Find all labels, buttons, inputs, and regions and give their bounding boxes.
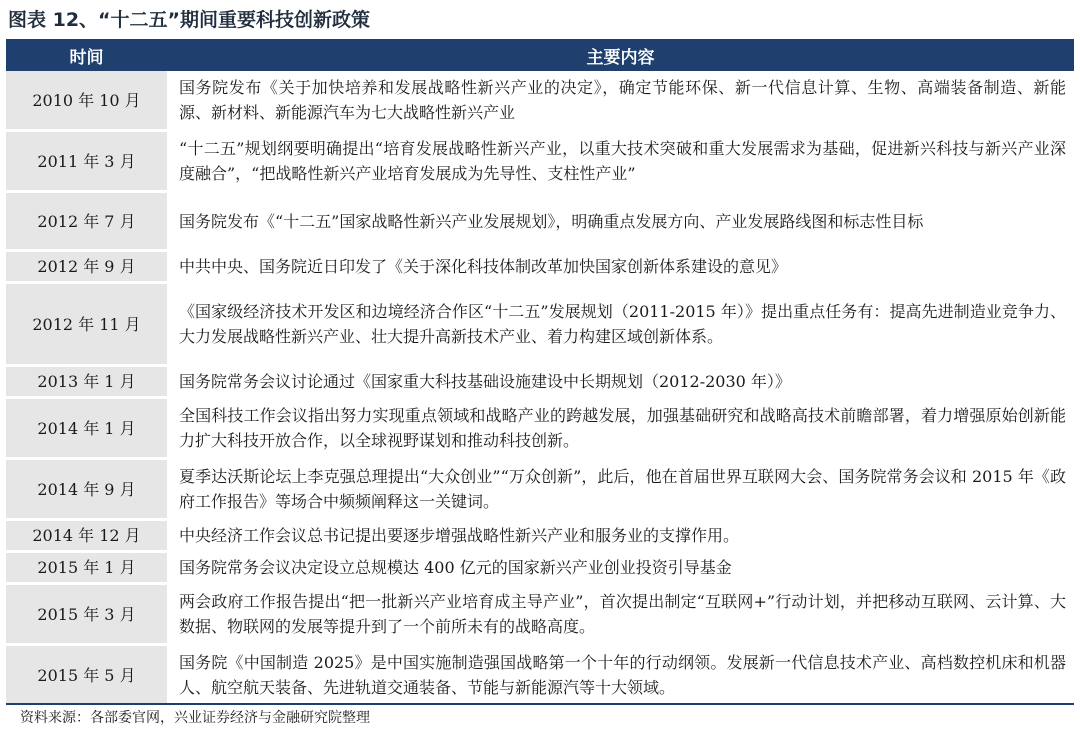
row-content: 全国科技工作会议指出努力实现重点领域和战略产业的跨越发展，加强基础研究和战略高技术前瞻部署，着力增强原始创新能力扩大科技开放合作，以全球视野谋划和推动科技创新。 <box>167 398 1074 459</box>
table-row <box>6 251 1074 283</box>
table-row <box>6 459 1074 520</box>
table-row <box>6 584 1074 645</box>
table-row <box>6 71 1074 131</box>
table-row <box>6 283 1074 366</box>
row-content: 国务院发布《“十二五”国家战略性新兴产业发展规划》，明确重点发展方向、产业发展路线图和标志性目标 <box>167 192 1074 251</box>
row-date: 2012 年 11 月 <box>6 283 167 366</box>
row-date: 2015 年 5 月 <box>6 645 167 706</box>
header-content: 主要内容 <box>167 39 1074 71</box>
row-date: 2015 年 3 月 <box>6 584 167 645</box>
figure-title: 图表 12、“十二五”期间重要科技创新政策 <box>8 9 371 31</box>
row-date: 2014 年 9 月 <box>6 459 167 520</box>
table-row <box>6 520 1074 552</box>
table-header <box>6 39 1074 71</box>
table-row <box>6 552 1074 584</box>
row-content: 中共中央、国务院近日印发了《关于深化科技体制改革加快国家创新体系建设的意见》 <box>167 251 1074 283</box>
policy-table <box>6 39 1074 707</box>
row-date: 2012 年 9 月 <box>6 251 167 283</box>
table-row <box>6 192 1074 251</box>
header-date: 时间 <box>6 39 167 71</box>
table-row <box>6 366 1074 398</box>
row-content: 国务院常务会议讨论通过《国家重大科技基础设施建设中长期规划（2012-2030 年）》 <box>167 366 1074 398</box>
row-date: 2011 年 3 月 <box>6 131 167 192</box>
header-row <box>6 39 1074 71</box>
table-row <box>6 645 1074 706</box>
row-date: 2010 年 10 月 <box>6 71 167 131</box>
row-date: 2014 年 12 月 <box>6 520 167 552</box>
bottom-divider <box>6 703 1074 705</box>
row-content: 《国家级经济技术开发区和边境经济合作区“十二五”发展规划（2011-2015 年）》提出重点任务有：提高先进制造业竞争力、大力发展战略性新兴产业、壮大提升高新技术产业、着力构建区域创新体系。 <box>167 283 1074 366</box>
table-body <box>6 71 1074 706</box>
row-content: 两会政府工作报告提出“把一批新兴产业培育成主导产业”，首次提出制定“互联网+”行动计划，并把移动互联网、云计算、大数据、物联网的发展等提升到了一个前所未有的战略高度。 <box>167 584 1074 645</box>
row-content: 国务院《中国制造 2025》是中国实施制造强国战略第一个十年的行动纲领。发展新一代信息技术产业、高档数控机床和机器人、航空航天装备、先进轨道交通装备、节能与新能源汽等十大领域。 <box>167 645 1074 706</box>
row-date: 2013 年 1 月 <box>6 366 167 398</box>
row-date: 2015 年 1 月 <box>6 552 167 584</box>
row-date: 2012 年 7 月 <box>6 192 167 251</box>
table-row <box>6 398 1074 459</box>
row-content: 国务院发布《关于加快培养和发展战略性新兴产业的决定》，确定节能环保、新一代信息计算、生物、高端装备制造、新能源、新材料、新能源汽车为七大战略性新兴产业 <box>167 71 1074 131</box>
row-content: 夏季达沃斯论坛上李克强总理提出“大众创业”“万众创新”，此后，他在首届世界互联网大会、国务院常务会议和 2015 年《政府工作报告》等场合中频频阐释这一关键词。 <box>167 459 1074 520</box>
table-row <box>6 131 1074 192</box>
row-date: 2014 年 1 月 <box>6 398 167 459</box>
row-content: “十二五”规划纲要明确提出“培育发展战略性新兴产业，以重大技术突破和重大发展需求为基础，促进新兴科技与新兴产业深度融合”，“把战略性新兴产业培育发展成为先导性、支柱性产业” <box>167 131 1074 192</box>
row-content: 国务院常务会议决定设立总规模达 400 亿元的国家新兴产业创业投资引导基金 <box>167 552 1074 584</box>
row-content: 中央经济工作会议总书记提出要逐步增强战略性新兴产业和服务业的支撑作用。 <box>167 520 1074 552</box>
source-note: 资料来源：各部委官网，兴业证券经济与金融研究院整理 <box>20 710 370 726</box>
